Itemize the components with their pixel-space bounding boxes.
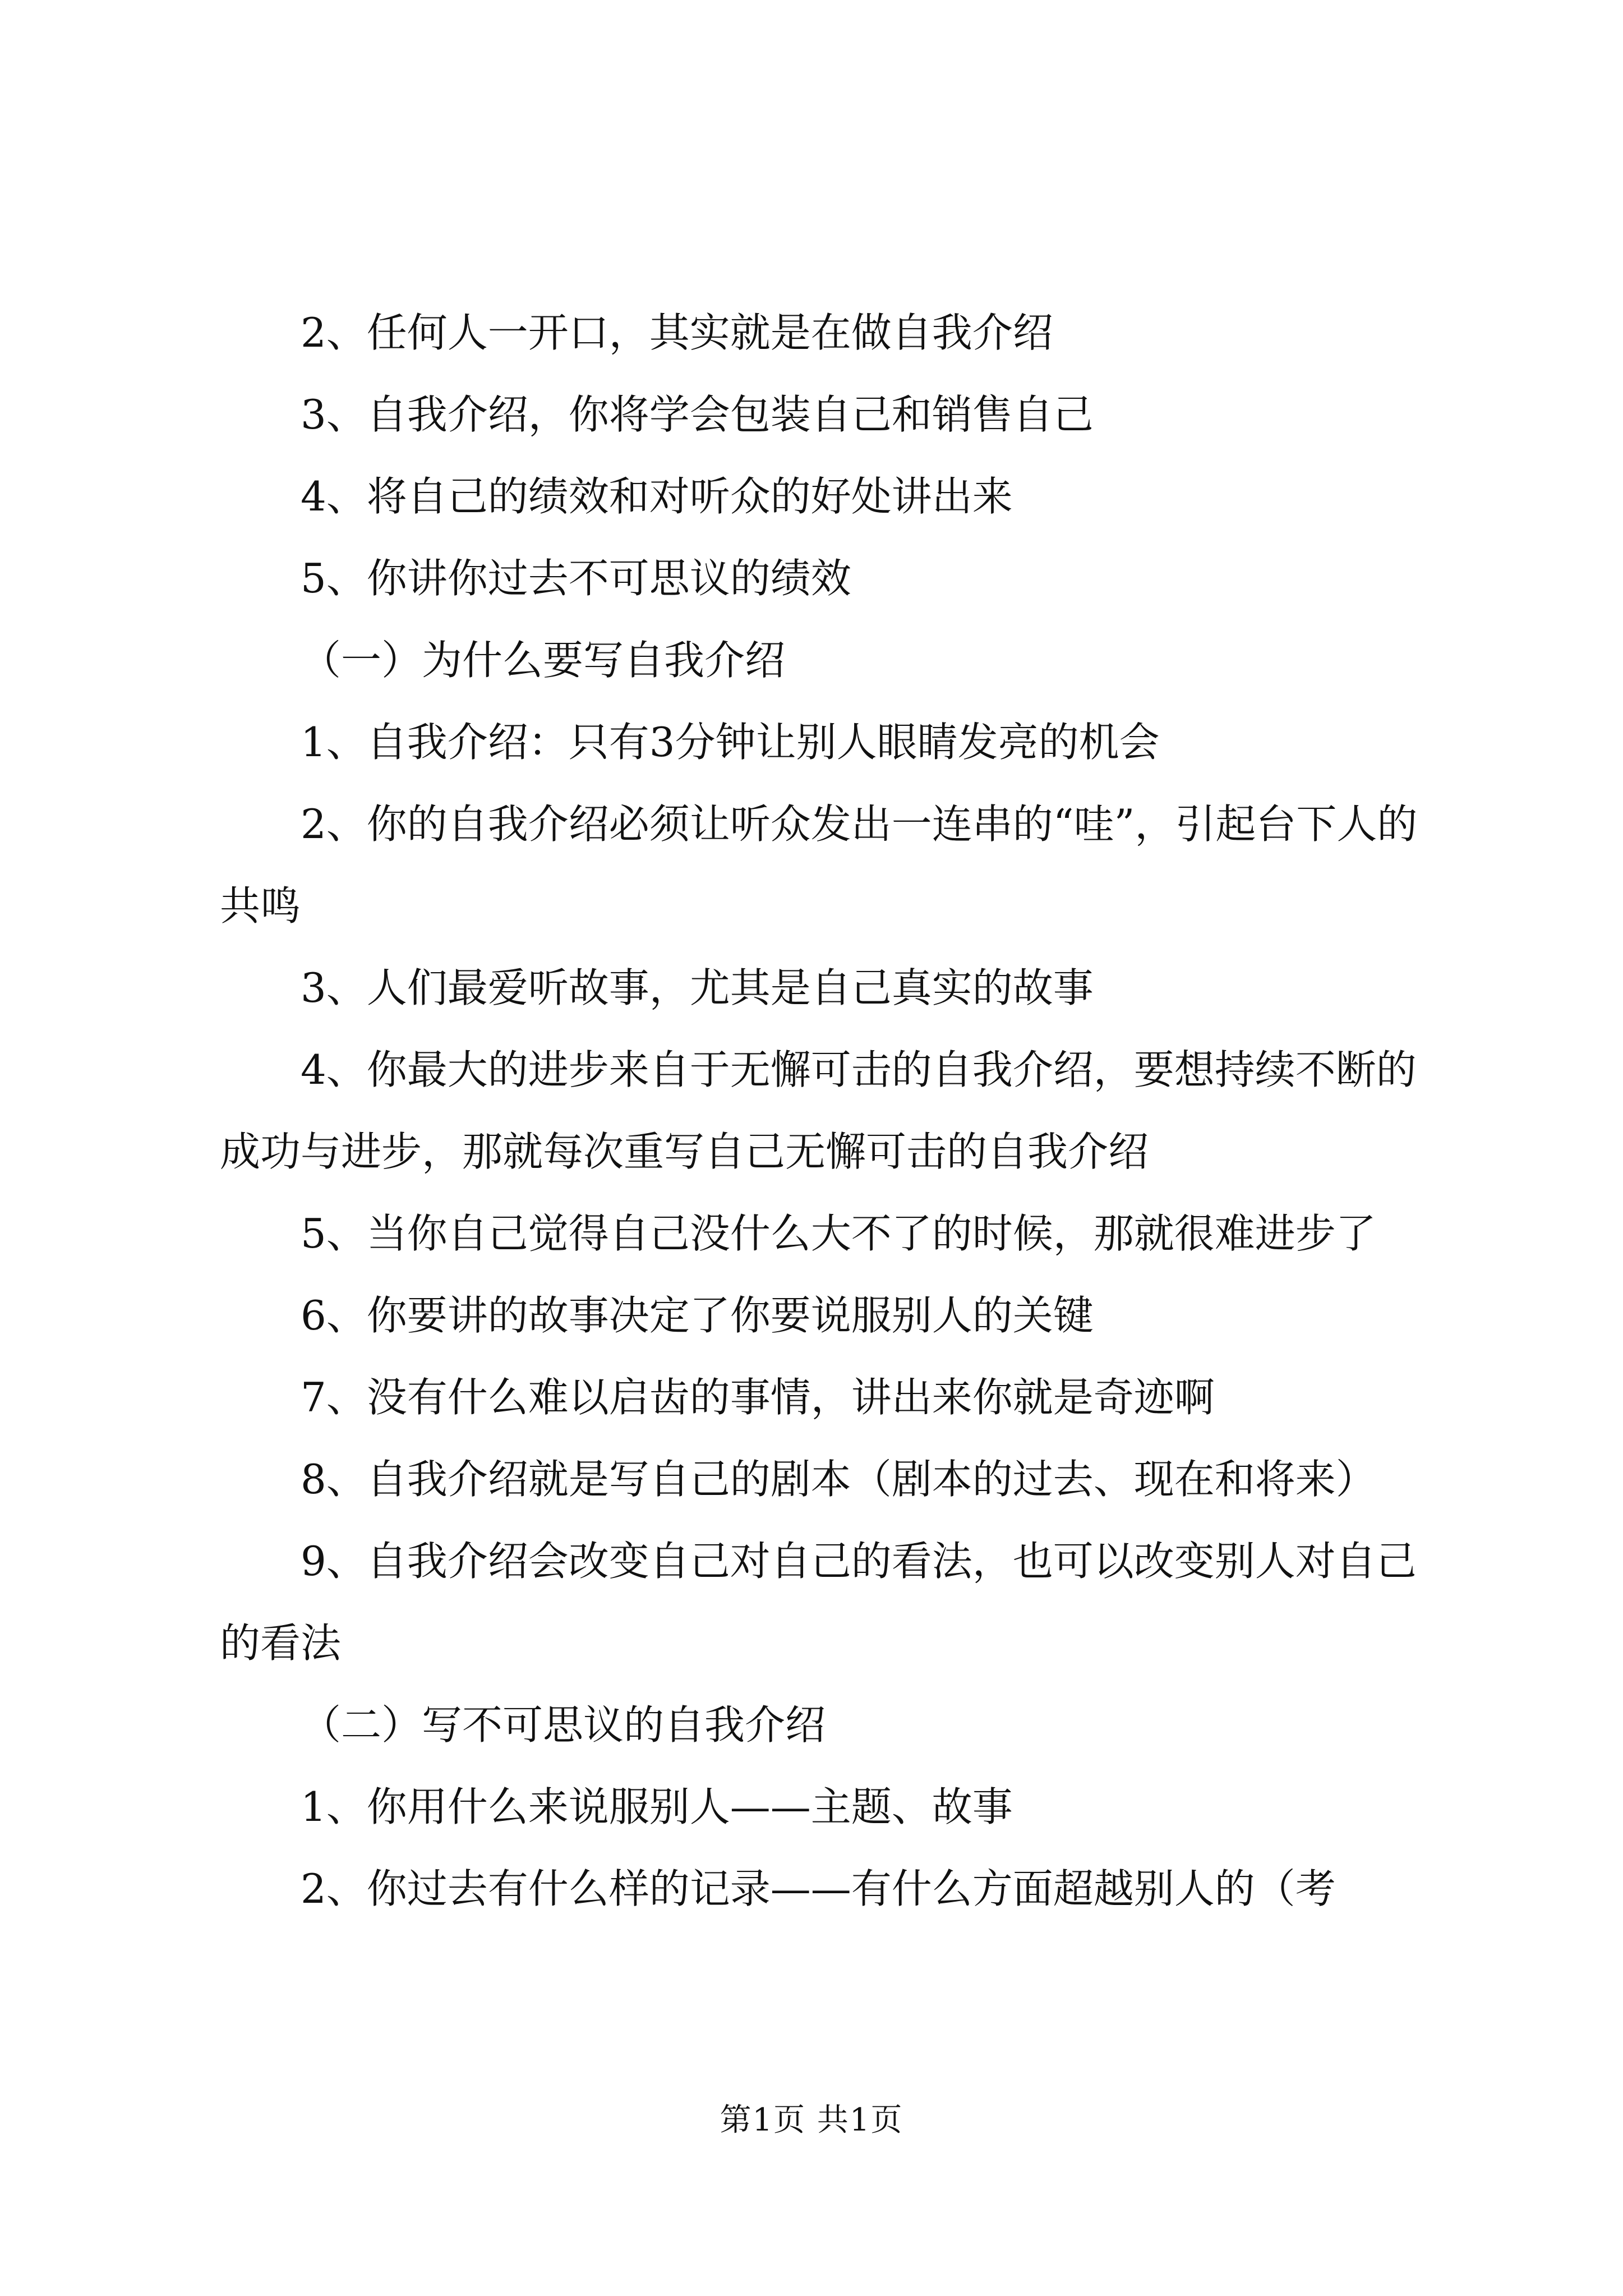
paragraph: 7、没有什么难以启齿的事情，讲出来你就是奇迹啊 bbox=[301, 1374, 1215, 1421]
paragraph: 8、自我介绍就是写自己的剧本（剧本的过去、现在和将来） bbox=[301, 1456, 1376, 1503]
paragraph: 5、你讲你过去不可思议的绩效 bbox=[301, 555, 851, 602]
paragraph: 1、自我介绍：只有3分钟让别人眼睛发亮的机会 bbox=[301, 719, 1160, 766]
paragraph: 9、自我介绍会改变自己对自己的看法，也可以改变别人对自己的看法 bbox=[220, 1538, 1417, 1667]
paragraph: 1、你用什么来说服别人——主题、故事 bbox=[301, 1783, 1013, 1830]
paragraph: 3、自我介绍，你将学会包装自己和销售自己 bbox=[301, 391, 1094, 438]
paragraph: 2、你过去有什么样的记录——有什么方面超越别人的（考 bbox=[301, 1865, 1336, 1912]
paragraph: 2、任何人一开口，其实就是在做自我介绍 bbox=[301, 309, 1053, 356]
section-heading: （一）为什么要写自我介绍 bbox=[301, 637, 786, 684]
paragraph: 4、你最大的进步来自于无懈可击的自我介绍，要想持续不断的成功与进步，那就每次重写自己无懈可击的自我介绍 bbox=[220, 1046, 1417, 1175]
section-heading: （二）写不可思议的自我介绍 bbox=[301, 1701, 826, 1749]
page-footer: 第1页 共1页 bbox=[720, 2102, 903, 2138]
paragraph: 5、当你自己觉得自己没什么大不了的时候，那就很难进步了 bbox=[301, 1210, 1376, 1257]
paragraph: 6、你要讲的故事决定了你要说服别人的关键 bbox=[301, 1292, 1094, 1339]
paragraph: 4、将自己的绩效和对听众的好处讲出来 bbox=[301, 473, 1013, 520]
paragraph: 3、人们最爱听故事，尤其是自己真实的故事 bbox=[301, 964, 1094, 1011]
document-body bbox=[220, 292, 1423, 1930]
paragraph: 2、你的自我介绍必须让听众发出一连串的“哇”，引起台下人的共鸣 bbox=[220, 800, 1418, 930]
